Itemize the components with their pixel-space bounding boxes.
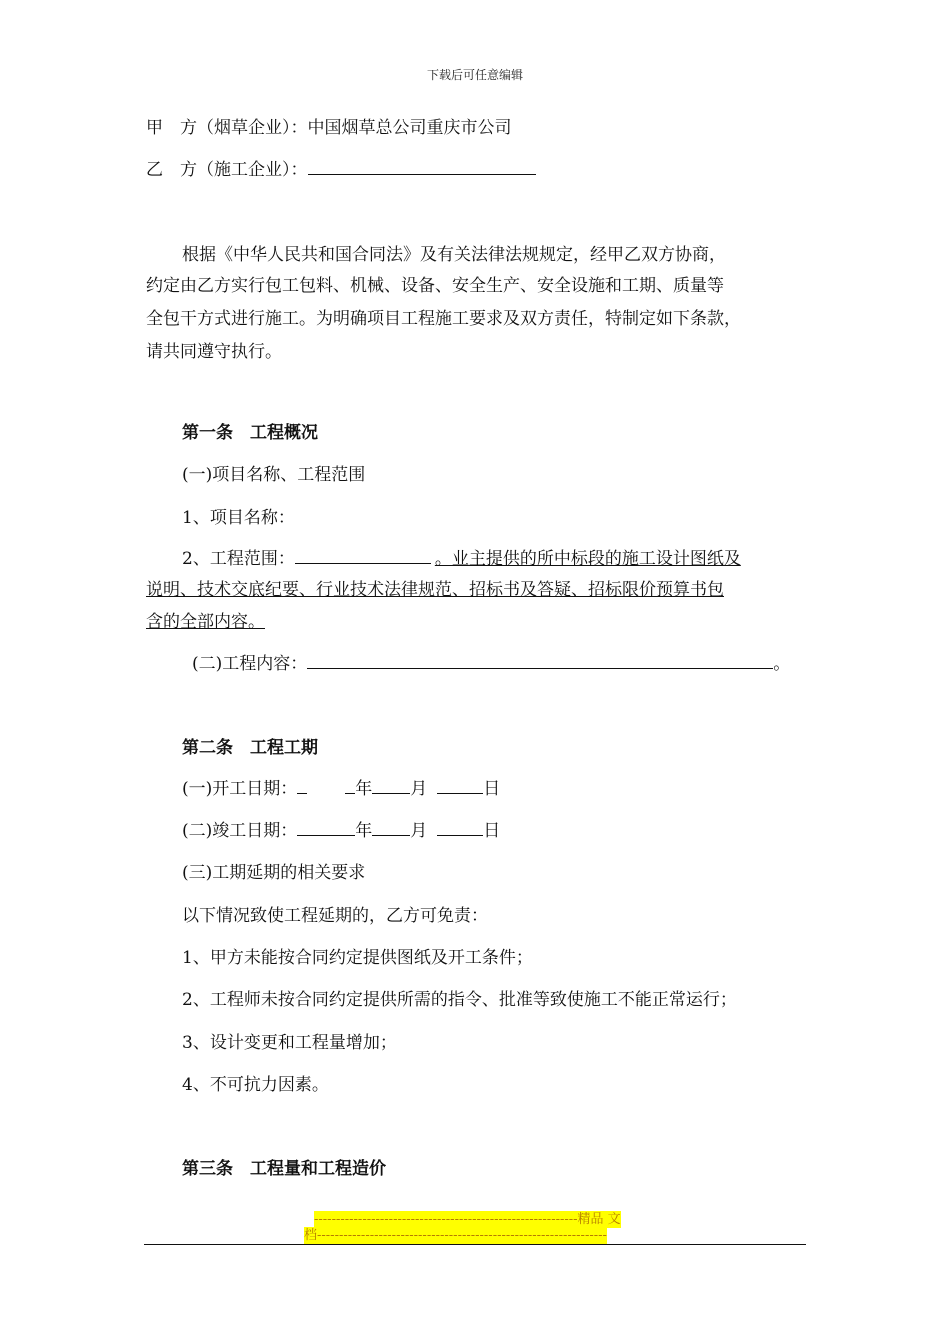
sub2-end: 。: [773, 654, 791, 674]
end-date-label: (二)竣工日期：: [182, 821, 298, 841]
party-a-value: 中国烟草总公司重庆市公司: [307, 118, 512, 138]
footer-divider: [144, 1244, 806, 1245]
article-1-item1: 1、项目名称：: [182, 508, 295, 528]
delay-item-1: 1、甲方未能按合同约定提供图纸及开工条件；: [182, 948, 533, 968]
start-year-blank-a: [297, 777, 307, 794]
content-blank: [307, 652, 773, 669]
start-date-line: [182, 777, 500, 801]
party-b-blank: [308, 158, 536, 175]
article-2-lead: 以下情况致使工程延期的，乙方可免责：: [182, 906, 488, 926]
end-month-unit: 月: [410, 821, 428, 841]
article-1-sub1: (一)项目名称、工程范围: [182, 465, 366, 485]
item2-text: 。业主提供的所中标段的施工设计图纸及: [434, 549, 741, 569]
scope-blank: [295, 547, 431, 564]
end-day-blank: [437, 819, 483, 836]
page-header: 下载后可任意编辑: [426, 68, 523, 82]
item2-label: 2、工程范围：: [182, 549, 295, 569]
article-1-item2: [182, 547, 741, 571]
article-1-title: 第一条 工程概况: [182, 423, 318, 443]
end-year-blank: [297, 819, 355, 836]
delay-item-2: 2、工程师未按合同约定提供所需的指令、批准等致使施工不能正常运行；: [182, 990, 737, 1010]
article-2-sub3: (三)工期延期的相关要求: [182, 863, 366, 883]
end-year-unit: 年: [355, 821, 373, 841]
intro-line-2: 约定由乙方实行包工包料、机械、设备、安全生产、安全设施和工期、质量等: [146, 276, 724, 296]
start-day-blank: [437, 777, 483, 794]
start-date-label: (一)开工日期：: [182, 779, 298, 799]
article-3-title: 第三条 工程量和工程造价: [182, 1159, 386, 1179]
party-b-label: 乙 方（施工企业）：: [146, 160, 308, 180]
intro-line-1: 根据《中华人民共和国合同法》及有关法律法规规定，经甲乙双方协商，: [182, 245, 726, 265]
end-day-unit: 日: [483, 821, 501, 841]
start-month-blank: [372, 777, 410, 794]
footer-watermark-line-2: 档------------------------------------------------------------------: [304, 1228, 607, 1243]
delay-item-4: 4、不可抗力因素。: [182, 1075, 329, 1095]
start-year-blank-b: [345, 777, 355, 794]
party-a-label: 甲 方（烟草企业）：: [146, 118, 308, 138]
intro-line-4: 请共同遵守执行。: [146, 342, 282, 362]
party-a-line: [146, 116, 512, 140]
delay-item-3: 3、设计变更和工程量增加；: [182, 1033, 397, 1053]
footer-watermark-line-1: ------------------------------------------------------------精品 文: [314, 1212, 621, 1227]
article-1-sub2: [192, 652, 790, 676]
start-year-unit: 年: [355, 779, 373, 799]
start-day-unit: 日: [483, 779, 501, 799]
intro-line-3: 全包干方式进行施工。为明确项目工程施工要求及双方责任，特制定如下条款，: [146, 309, 741, 329]
article-1-item2-line2: 说明、技术交底纪要、行业技术法律规范、招标书及答疑、招标限价预算书包: [146, 580, 724, 600]
start-month-unit: 月: [410, 779, 428, 799]
party-b-line: [146, 158, 536, 182]
sub2-label: (二)工程内容：: [192, 654, 308, 674]
article-1-item2-line3: 含的全部内容。: [146, 612, 265, 632]
end-date-line: [182, 819, 500, 843]
end-month-blank: [372, 819, 410, 836]
article-2-title: 第二条 工程工期: [182, 738, 318, 758]
